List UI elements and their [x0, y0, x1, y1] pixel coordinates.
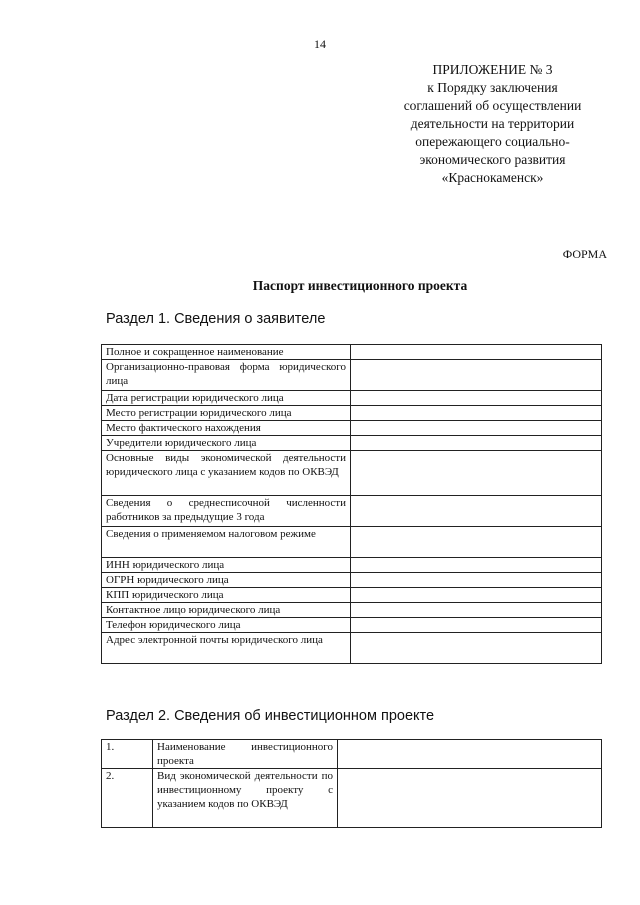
table-row — [102, 769, 602, 828]
row-number: 1. — [102, 740, 153, 769]
row-label: Полное и сокращенное наименование — [102, 345, 351, 360]
appendix-line: «Краснокаменск» — [441, 170, 544, 185]
row-value-field[interactable] — [338, 769, 602, 828]
appendix-line: деятельности на территории — [410, 116, 575, 131]
table-row — [102, 345, 602, 360]
row-value-field[interactable] — [351, 527, 602, 558]
appendix-line: экономического развития — [419, 152, 566, 167]
table-row — [102, 740, 602, 769]
appendix-line: к Порядку заключения — [427, 80, 558, 95]
row-value-field[interactable] — [351, 558, 602, 573]
row-label: Сведения о применяемом налоговом режиме — [102, 527, 351, 558]
section-1-title: Раздел 1. Сведения о заявителе — [106, 311, 326, 327]
row-number: 2. — [102, 769, 153, 828]
table-row — [102, 527, 602, 558]
row-label: Сведения о среднесписочной численности работников за предыдущие 3 года — [102, 496, 351, 527]
project-info-table — [101, 739, 602, 828]
table-row — [102, 421, 602, 436]
row-value-field[interactable] — [351, 406, 602, 421]
row-value-field[interactable] — [351, 603, 602, 618]
row-value-field[interactable] — [351, 588, 602, 603]
row-value-field[interactable] — [351, 436, 602, 451]
row-label: Телефон юридического лица — [102, 618, 351, 633]
table-row — [102, 360, 602, 391]
applicant-info-table — [101, 344, 602, 664]
row-label: Место фактического нахождения — [102, 421, 351, 436]
document-title: Паспорт инвестиционного проекта — [252, 278, 468, 293]
row-label: Дата регистрации юридического лица — [102, 391, 351, 406]
table-row — [102, 496, 602, 527]
row-value-field[interactable] — [351, 391, 602, 406]
page-number: 14 — [314, 37, 326, 51]
appendix-line: соглашений об осуществлении — [403, 98, 582, 113]
row-label: Организационно-правовая форма юридического лица — [102, 360, 351, 391]
form-label: ФОРМА — [562, 247, 607, 261]
row-label: Контактное лицо юридического лица — [102, 603, 351, 618]
appendix-line: опережающего социально- — [415, 134, 570, 149]
table-row — [102, 618, 602, 633]
table-row — [102, 633, 602, 664]
row-value-field[interactable] — [351, 618, 602, 633]
row-label: КПП юридического лица — [102, 588, 351, 603]
table-row — [102, 588, 602, 603]
row-label: Основные виды экономической деятельности юридического лица с указанием кодов по ОКВЭД — [102, 451, 351, 496]
row-value-field[interactable] — [351, 421, 602, 436]
table-row — [102, 451, 602, 496]
row-label: ОГРН юридического лица — [102, 573, 351, 588]
section-2-title: Раздел 2. Сведения об инвестиционном проекте — [106, 708, 435, 724]
table-row — [102, 406, 602, 421]
table-row — [102, 436, 602, 451]
appendix-block — [350, 61, 635, 187]
row-label: ИНН юридического лица — [102, 558, 351, 573]
row-label: Учредители юридического лица — [102, 436, 351, 451]
row-value-field[interactable] — [351, 633, 602, 664]
appendix-line: ПРИЛОЖЕНИЕ № 3 — [432, 62, 553, 77]
row-value-field[interactable] — [351, 496, 602, 527]
row-label: Место регистрации юридического лица — [102, 406, 351, 421]
table-row — [102, 573, 602, 588]
row-label: Адрес электронной почты юридического лица — [102, 633, 351, 664]
row-value-field[interactable] — [351, 451, 602, 496]
table-row — [102, 391, 602, 406]
row-label: Наименование инвестиционного проекта — [153, 740, 338, 769]
row-label: Вид экономической деятельности по инвестиционному проекту с указанием кодов по ОКВЭД — [153, 769, 338, 828]
row-value-field[interactable] — [351, 360, 602, 391]
row-value-field[interactable] — [351, 573, 602, 588]
row-value-field[interactable] — [338, 740, 602, 769]
table-row — [102, 603, 602, 618]
table-row — [102, 558, 602, 573]
row-value-field[interactable] — [351, 345, 602, 360]
